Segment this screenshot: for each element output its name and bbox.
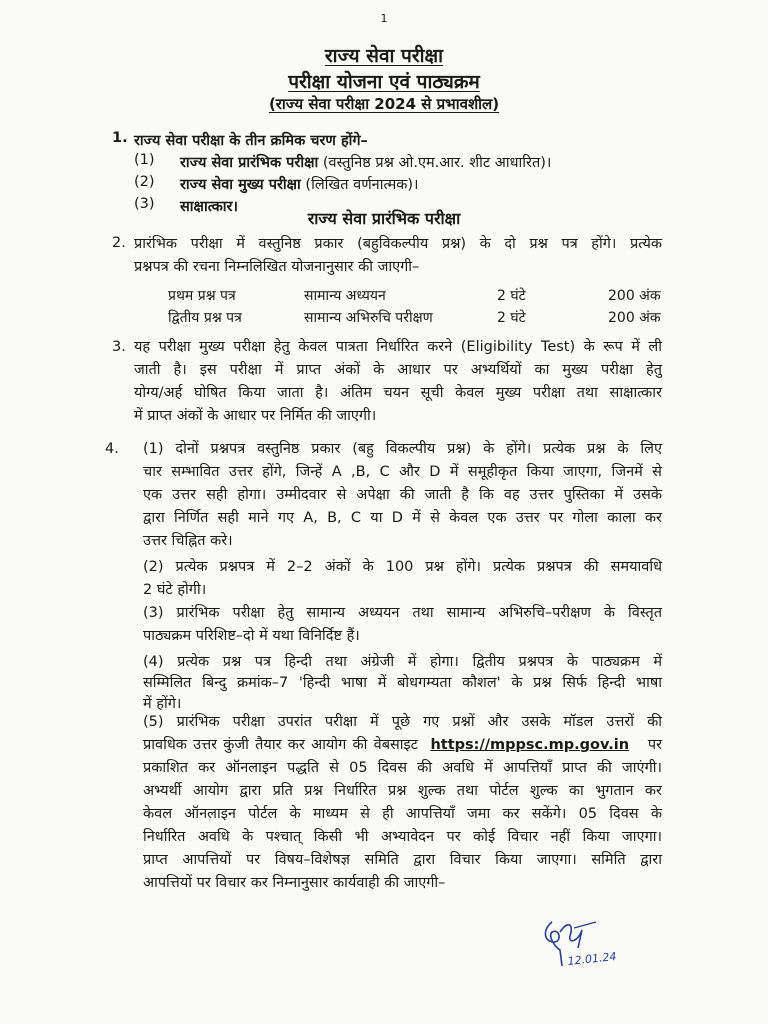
stage1-note: (वस्तुनिष्ठ प्रश्न ओ.एम.आर. शीट आधारित)।: [322, 155, 552, 171]
signature-image: [538, 912, 628, 972]
item4-p5-line: (5) प्रारंभिक परीक्षा उपरांत परीक्षा में पूछे गए प्रश्नों और उसके मॉडल उत्तरों की: [143, 714, 662, 730]
paper-marks: 200 अंक: [608, 288, 661, 304]
item4-p5-line2-text: प्रावधिक उत्तर कुंजी तैयार कर आयोग की वेबसाइट: [143, 737, 418, 753]
paper-duration: 2 घंटे: [497, 310, 526, 326]
item4-p5-line2-end: पर: [647, 737, 662, 753]
stage2-number: (2): [134, 174, 155, 190]
stage2-row: [180, 174, 419, 194]
section-heading: राज्य सेवा प्रारंभिक परीक्षा: [307, 209, 461, 228]
item4-p1-line: चार सम्भावित उत्तर होंगे, जिन्हें A ,B, C और D में समूहीकृत किया जाएगा, जिनमें से: [143, 464, 662, 480]
item4-p1-line: (1) दोनों प्रश्नपत्र वस्तुनिष्ठ प्रकार (बहु विकल्पीय प्रश्न) के होंगे। प्रत्येक प्रश्न के लिए: [143, 441, 662, 457]
item4-p5-line: प्रकाशित कर ऑनलाइन पद्धति से 05 दिवस की अवधि में आपत्तियाँ प्राप्त की जाएंगी।: [143, 760, 662, 776]
item2-line: प्रश्नपत्र की रचना निम्नलिखित योजनानुसार की जाएगी–: [134, 259, 420, 275]
item3-line: में प्राप्त अंकों के आधार पर निर्मित की जाएगी।: [134, 408, 377, 424]
stage3-number: (3): [134, 196, 155, 212]
item3-line: यह परीक्षा मुख्य परीक्षा हेतु केवल पात्रता निर्धारित करने (Eligibility Test) के रूप में ली: [134, 339, 662, 355]
item4-p5-line: केवल ऑनलाइन पोर्टल के माध्यम से ही आपत्तियाँ जमा कर सकेंगे। 05 दिवस के: [143, 806, 662, 822]
stage1-name: राज्य सेवा प्रारंभिक परीक्षा: [180, 155, 319, 171]
item4-p3: [143, 602, 662, 648]
stage3-name: साक्षात्कार।: [180, 199, 238, 215]
stage2-name: राज्य सेवा मुख्य परीक्षा: [180, 177, 301, 193]
item3-number: 3.: [112, 339, 126, 355]
item4-p4: [143, 652, 662, 715]
item2-line: प्रारंभिक परीक्षा में वस्तुनिष्ठ प्रकार (बहुविकल्पीय प्रश्न) के दो प्रश्न पत्र होंगे। प्रत्येक: [134, 236, 662, 252]
item4-p2: [143, 556, 662, 602]
stage1-row: [180, 152, 551, 172]
website-link[interactable]: https://mppsc.mp.gov.in: [430, 737, 630, 753]
paper-subject: सामान्य अध्ययन: [304, 288, 386, 304]
item3-line: योग्य/अर्ह घोषित किया जाता है। अंतिम चयन सूची केवल मुख्य परीक्षा तथा साक्षात्कार: [134, 385, 662, 401]
item4-number: 4.: [105, 441, 119, 457]
svg-text:12.01.24: 12.01.24: [566, 949, 618, 968]
item3-text: [134, 336, 662, 428]
page-number: 1: [380, 12, 388, 25]
item2-number: 2.: [112, 235, 126, 251]
item4-p5-line: आपत्तियों पर विचार कर निम्नानुसार कार्यवाही की जाएगी–: [143, 875, 446, 891]
item4-p2-line: (2) प्रत्येक प्रश्नपत्र में 2–2 अंकों के 100 प्रश्न होंगे। प्रत्येक प्रश्नपत्र की समयावधि: [143, 559, 662, 575]
item4-p1-line: एक उत्तर सही होगा। उम्मीदवार से अपेक्षा की जाती है कि वह उत्तर पुस्तिका में उसके: [143, 487, 662, 503]
item4-p4-line: में होंगे।: [143, 696, 182, 712]
item2-text: [134, 233, 662, 279]
item4-p3-line: (3) प्रारंभिक परीक्षा हेतु सामान्य अध्ययन तथा सामान्य अभिरुचि–परीक्षण के विस्तृत: [143, 605, 662, 621]
paper-marks: 200 अंक: [608, 310, 661, 326]
item4-p4-line: (4) प्रत्येक प्रश्न पत्र हिन्दी तथा अंग्रेजी में होगा। द्वितीय प्रश्नपत्र के पाठ्यक्रम में: [143, 654, 662, 670]
paper-name: द्वितीय प्रश्न पत्र: [168, 310, 242, 326]
effective-note: (राज्य सेवा परीक्षा 2024 से प्रभावशील): [268, 95, 500, 113]
item4-p5: [143, 711, 662, 895]
item4-p4-line: सम्मिलित बिन्दु क्रमांक–7 'हिन्दी भाषा में बोधगम्यता कौशल' के प्रश्न सिर्फ हिन्दी भाषा: [143, 675, 662, 691]
stage2-note: (लिखित वर्णनात्मक)।: [305, 177, 419, 193]
item4-p3-line: पाठ्यक्रम परिशिष्ट–दो में यथा विनिर्दिष्ट हैं।: [143, 628, 360, 644]
item4-p1: [143, 438, 662, 553]
item4-p5-line: प्राप्त आपत्तियों पर विषय–विशेषज्ञ समिति द्वारा विचार किया जाएगा। समिति द्वारा: [143, 852, 662, 868]
item1-number: 1.: [112, 130, 128, 146]
item4-p1-line: उत्तर चिह्नित करे।: [143, 533, 233, 549]
paper-duration: 2 घंटे: [497, 288, 526, 304]
item4-p5-line: निर्धारित अवधि के पश्चात् किसी भी अभ्यावेदन पर कोई विचार नहीं किया जाएगा।: [143, 829, 662, 845]
document-title: राज्य सेवा परीक्षा: [324, 45, 444, 67]
item4-p2-line: 2 घंटे होगी।: [143, 582, 207, 598]
item4-p1-line: द्वारा निर्णित सही माने गए A, B, C या D में से केवल एक उत्तर पर गोला काला कर: [143, 510, 662, 526]
paper-subject: सामान्य अभिरुचि परीक्षण: [304, 310, 433, 326]
item1-heading: राज्य सेवा परीक्षा के तीन क्रमिक चरण होंगे–: [134, 133, 368, 149]
stage1-number: (1): [134, 152, 155, 168]
item4-p5-line: अभ्यर्थी आयोग द्वारा प्रति प्रश्न निर्धारित प्रश्न शुल्क तथा पोर्टल शुल्क का भुगतान कर: [143, 783, 662, 799]
item3-line: जाती है। इस परीक्षा में प्राप्त अंकों के आधार पर अभ्यर्थियों का मुख्य परीक्षा हेतु: [134, 362, 662, 378]
document-subtitle: परीक्षा योजना एवं पाठ्यक्रम: [288, 71, 480, 93]
item4-p5-line2: [143, 734, 662, 757]
paper-name: प्रथम प्रश्न पत्र: [168, 288, 236, 304]
